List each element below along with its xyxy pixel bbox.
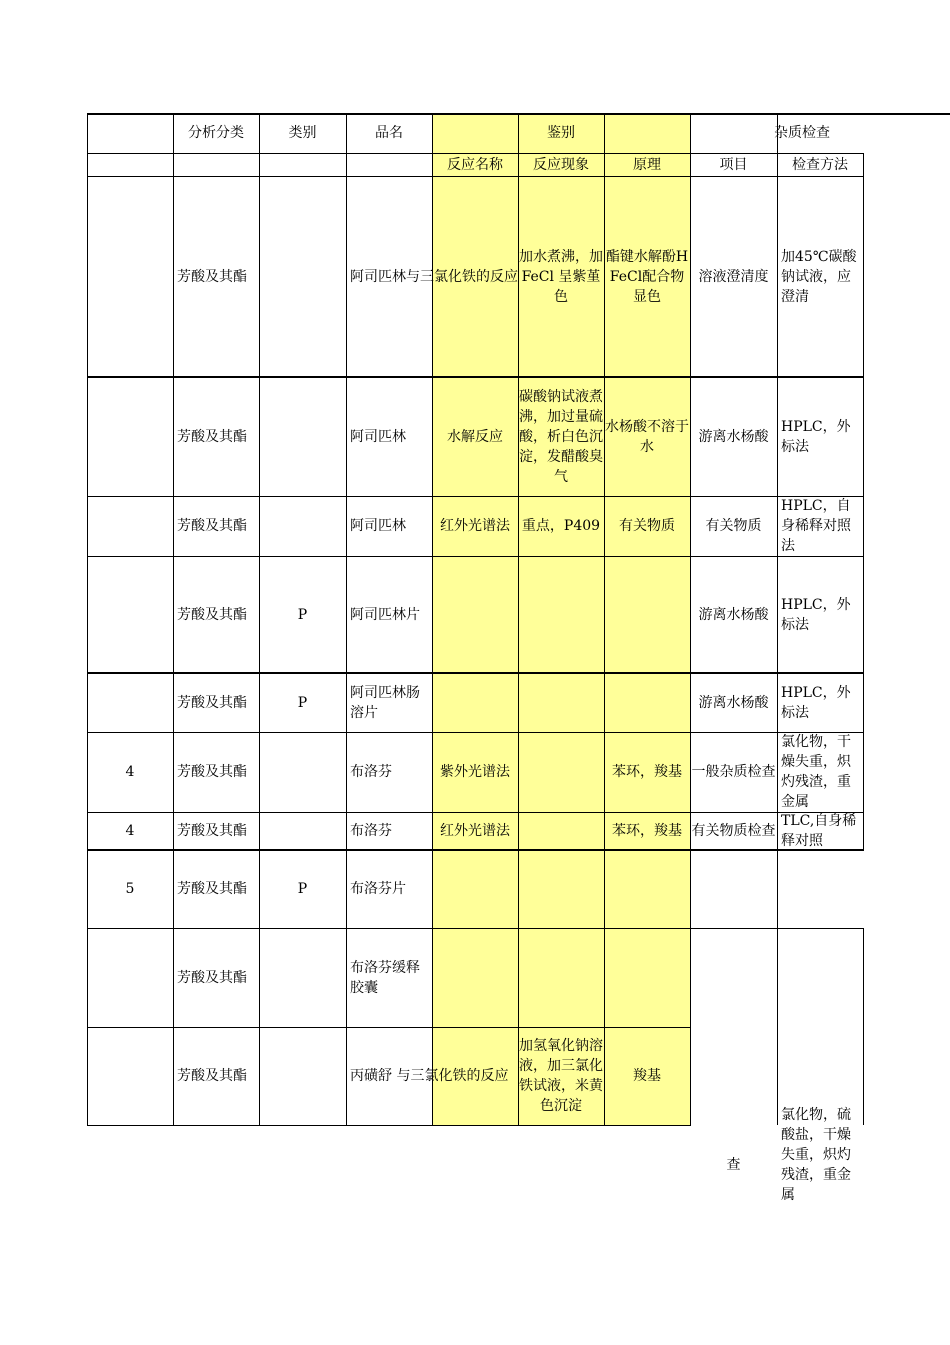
header-product-name: [346, 113, 432, 153]
cell-category: [173, 1027, 259, 1125]
cell-phenomenon: [518, 732, 604, 812]
header-item: [690, 153, 777, 176]
overflow-method-text: 氯化物，硫酸盐，干燥失重，炽灼残渣，重金属: [781, 1107, 851, 1203]
cell-phenomenon: [518, 556, 604, 673]
cell-principle-text: 有关物质: [619, 518, 675, 534]
cell-principle: [604, 928, 690, 1027]
header-impurity-check: [770, 113, 903, 153]
cell-category: [173, 176, 259, 377]
grid-line: [87, 496, 864, 497]
cell-principle: [604, 673, 690, 732]
grid-line: [173, 113, 174, 1125]
cell-name-text: 阿司匹林与三氯化铁的反应: [350, 268, 518, 285]
cell-phenomenon: [518, 176, 604, 377]
cell-item-text: 游离水杨酸: [698, 694, 769, 711]
grid-line: [259, 113, 260, 1125]
cell-reaction: [432, 850, 518, 928]
cell-no: [87, 673, 173, 732]
grid-line: [87, 376, 864, 378]
cell-category-text: 芳酸及其酯: [177, 881, 247, 897]
grid-line: [87, 812, 864, 813]
cell-method: [777, 732, 863, 812]
cell-item: [690, 732, 777, 812]
overflow-item: [690, 1145, 777, 1185]
header-principle-text: 原理: [633, 156, 661, 173]
cell-item: [690, 556, 777, 673]
cell-item: [690, 496, 777, 556]
cell-name-text: 阿司匹林: [350, 518, 406, 534]
cell-type-text: P: [297, 881, 308, 897]
cell-category-text: 芳酸及其酯: [177, 1068, 247, 1084]
header-check-method: [777, 153, 863, 176]
grid-line: [87, 732, 864, 733]
cell-category-text: 芳酸及其酯: [177, 606, 247, 623]
cell-category: [173, 377, 259, 496]
grid-line: [87, 556, 864, 557]
cell-type-text: P: [297, 606, 308, 623]
cell-phenomenon: [518, 673, 604, 732]
cell-type: [259, 732, 346, 812]
cell-type: [259, 496, 346, 556]
header-impurity-check-text: 杂质检查: [774, 125, 830, 141]
cell-principle: [604, 1027, 690, 1125]
cell-name-text: 阿司匹林: [350, 428, 406, 445]
cell-item: [690, 1027, 777, 1125]
cell-item: [690, 928, 777, 1027]
cell-method: [777, 928, 863, 1027]
cell-principle: [604, 850, 690, 928]
cell-type: [259, 377, 346, 496]
header-reaction-phenomenon: [518, 153, 604, 176]
cell-category: [173, 850, 259, 928]
cell-name: [346, 673, 432, 732]
cell-method: [777, 176, 863, 377]
cell-method-text: HPLC，外标法: [781, 596, 851, 633]
cell-method: [777, 812, 863, 850]
grid-line: [87, 849, 864, 851]
cell-name-text: 布洛芬: [350, 764, 392, 780]
cell-no-text: 5: [125, 881, 135, 897]
cell-name: [346, 496, 432, 556]
cell-method: [777, 556, 863, 673]
grid-line: [863, 153, 864, 850]
cell-no: [87, 1027, 173, 1125]
header-check-method-text: 检查方法: [792, 156, 848, 173]
cell-category-text: 芳酸及其酯: [177, 823, 247, 839]
cell-no: [87, 850, 173, 928]
cell-category-text: 芳酸及其酯: [177, 268, 247, 285]
grid-line: [777, 113, 778, 1125]
cell-phenomenon: [518, 1027, 604, 1125]
cell-method: [777, 377, 863, 496]
cell-method-text: HPLC，自身稀释对照法: [781, 498, 851, 554]
grid-line: [518, 113, 519, 1125]
cell-category: [173, 812, 259, 850]
cell-reaction-text: 水解反应: [447, 428, 503, 445]
header-type: [259, 113, 346, 153]
grid-line: [87, 672, 864, 674]
cell-principle: [604, 556, 690, 673]
cell-principle-text: 苯环，羧基: [612, 823, 682, 839]
cell-no: [87, 556, 173, 673]
cell-name: [346, 176, 518, 377]
grid-line: [863, 928, 864, 1125]
cell-phenomenon: [518, 496, 604, 556]
cell-type: [259, 850, 346, 928]
cell-no: [87, 176, 173, 377]
header-item-text: 项目: [719, 156, 748, 173]
cell-item: [690, 812, 777, 850]
cell-name-text: 丙磺舒 与三氯化铁的反应: [350, 1068, 509, 1084]
overflow-method: [777, 1100, 863, 1210]
cell-name-text: 布洛芬缓释胶囊: [350, 959, 420, 996]
cell-category-text: 芳酸及其酯: [177, 764, 247, 780]
cell-no-text: 4: [125, 823, 135, 839]
cell-method-text: TLC,自身稀释对照: [781, 813, 857, 849]
cell-no: [87, 496, 173, 556]
cell-method-text: HPLC，外标法: [781, 418, 851, 455]
cell-name: [346, 850, 432, 928]
grid-line: [87, 1125, 691, 1126]
cell-method-text: 加45℃碳酸钠试液，应澄清: [781, 248, 857, 305]
cell-phenomenon: [518, 812, 604, 850]
cell-type: [259, 812, 346, 850]
header-principle: [604, 153, 690, 176]
cell-principle: [604, 812, 690, 850]
cell-item-text: 游离水杨酸: [698, 606, 769, 623]
cell-principle-text: 酯键水解酚H FeCl配合物显色: [605, 248, 689, 305]
cell-category: [173, 928, 259, 1027]
cell-item-text: 一般杂质检查: [691, 764, 776, 780]
cell-no: [87, 928, 173, 1027]
grid-line: [432, 113, 433, 1125]
cell-item: [690, 176, 777, 377]
header-identification-text: 鉴别: [547, 125, 575, 141]
cell-item: [690, 673, 777, 732]
cell-reaction: [432, 812, 518, 850]
cell-type: [259, 556, 346, 673]
header-reaction-phenomenon-text: 反应现象: [533, 156, 589, 173]
cell-no: [87, 732, 173, 812]
cell-principle-text: 水杨酸不溶于水: [605, 418, 689, 455]
header-product-name-text: 品名: [375, 125, 403, 141]
overflow-item-text: 查: [726, 1157, 741, 1173]
cell-principle-text: 苯环，羧基: [612, 764, 682, 780]
header-analysis-category-text: 分析分类: [188, 125, 244, 141]
cell-phenomenon: [518, 928, 604, 1027]
cell-type: [259, 673, 346, 732]
cell-phenomenon: [518, 377, 604, 496]
cell-no: [87, 812, 173, 850]
cell-type-text: P: [297, 694, 308, 711]
cell-reaction: [432, 928, 518, 1027]
cell-category-text: 芳酸及其酯: [177, 428, 247, 445]
cell-item: [690, 377, 777, 496]
cell-name-text: 布洛芬: [350, 823, 392, 839]
cell-principle: [604, 496, 690, 556]
cell-reaction: [432, 732, 518, 812]
grid-line: [604, 113, 605, 1125]
cell-item-text: 有关物质检查: [691, 823, 776, 839]
cell-name: [346, 1027, 509, 1125]
cell-category: [173, 732, 259, 812]
grid-line: [87, 113, 88, 1125]
header-analysis-category: [173, 113, 259, 153]
cell-name: [346, 556, 432, 673]
cell-item: [690, 850, 777, 928]
cell-category-text: 芳酸及其酯: [177, 694, 247, 711]
cell-reaction: [432, 377, 518, 496]
cell-reaction: [432, 496, 518, 556]
cell-item-text: 游离水杨酸: [698, 428, 769, 445]
cell-category-text: 芳酸及其酯: [177, 969, 247, 986]
cell-category: [173, 496, 259, 556]
grid-line: [690, 113, 691, 1125]
cell-no-text: 4: [125, 764, 135, 780]
cell-method: [777, 673, 863, 732]
cell-method-text: 氯化物，干燥失重，炽灼残渣，重金属: [781, 734, 851, 810]
cell-name: [346, 928, 432, 1027]
cell-method-text: HPLC，外标法: [781, 684, 851, 721]
cell-phenomenon-text: 碳酸钠试液煮沸，加过量硫酸，析白色沉淀，发醋酸臭气: [519, 388, 603, 485]
cell-item-text: 有关物质: [705, 518, 762, 534]
cell-principle-text: 羧基: [633, 1068, 661, 1084]
cell-method: [777, 850, 863, 928]
cell-type: [259, 176, 346, 377]
cell-name-text: 阿司匹林片: [350, 606, 420, 623]
cell-method: [777, 496, 863, 556]
cell-type: [259, 1027, 346, 1125]
header-type-text: 类别: [288, 125, 317, 141]
cell-no: [87, 377, 173, 496]
cell-category: [173, 556, 259, 673]
cell-category-text: 芳酸及其酯: [177, 518, 247, 534]
grid-line: [87, 176, 864, 177]
cell-name: [346, 812, 432, 850]
cell-type: [259, 928, 346, 1027]
cell-name-text: 阿司匹林肠溶片: [350, 684, 420, 721]
cell-category: [173, 673, 259, 732]
cell-reaction-text: 红外光谱法: [440, 823, 510, 839]
header-reaction-name: [432, 153, 518, 176]
cell-item-text: 溶液澄清度: [698, 268, 769, 285]
header-identification: [432, 113, 690, 153]
cell-reaction-text: 紫外光谱法: [440, 764, 510, 780]
cell-phenomenon: [518, 850, 604, 928]
cell-principle: [604, 732, 690, 812]
cell-name-text: 布洛芬片: [350, 881, 406, 897]
cell-phenomenon-text: 加水煮沸，加FeCl 呈紫堇色: [519, 248, 603, 305]
cell-phenomenon-text: 加氢氧化钠溶液，加三氯化铁试液，米黄色沉淀: [519, 1038, 603, 1114]
cell-phenomenon-text: 重点，P409: [521, 518, 601, 534]
cell-name: [346, 732, 432, 812]
cell-principle: [604, 176, 690, 377]
cell-reaction-text: 红外光谱法: [440, 518, 510, 534]
cell-reaction: [432, 673, 518, 732]
grid-line: [87, 153, 864, 154]
grid-line: [87, 928, 864, 929]
cell-name: [346, 377, 432, 496]
header-reaction-name-text: 反应名称: [447, 156, 503, 173]
cell-principle: [604, 377, 690, 496]
cell-reaction: [432, 556, 518, 673]
